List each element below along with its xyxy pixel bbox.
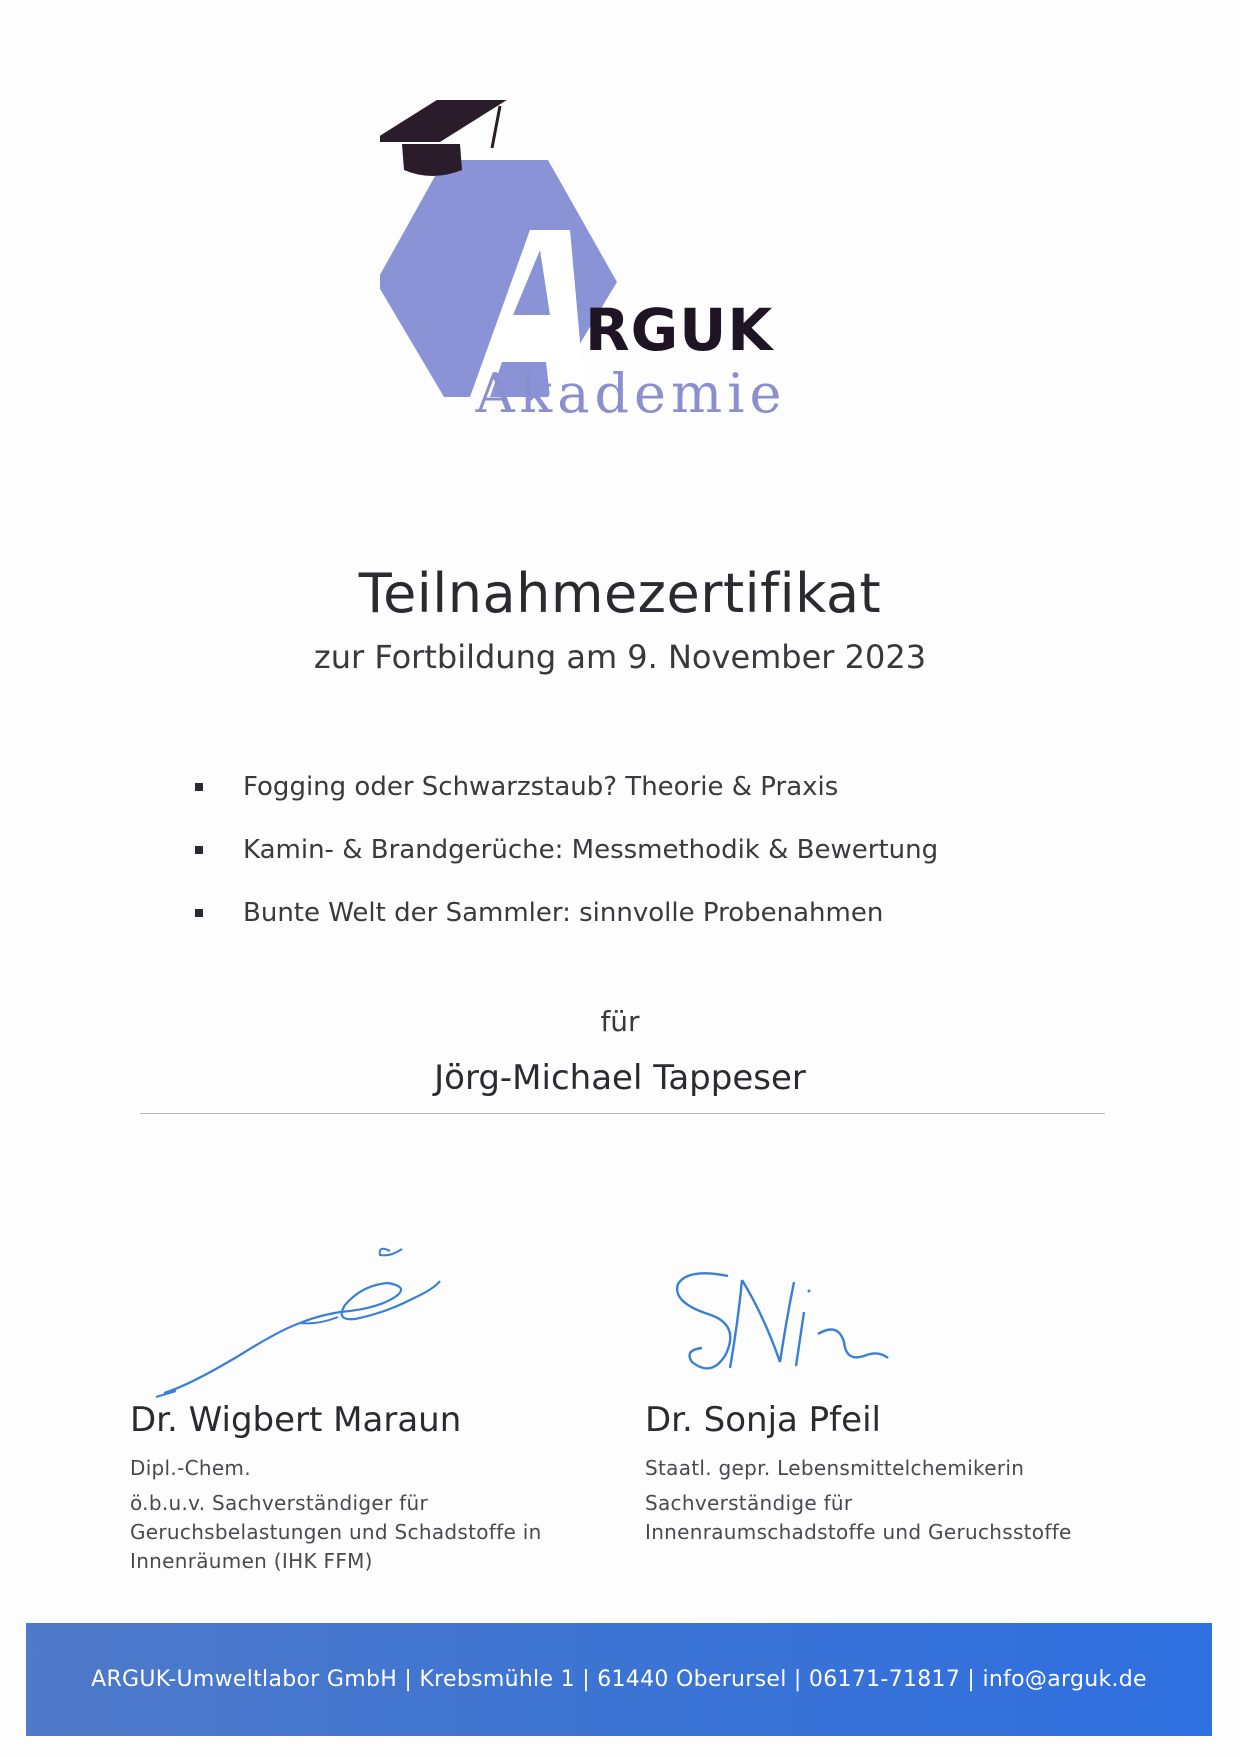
- divider: [140, 1113, 1105, 1114]
- signatory-name: Dr. Sonja Pfeil: [645, 1400, 881, 1440]
- recipient-name: Jörg-Michael Tappeser: [434, 1058, 806, 1098]
- signatory-credential: Innenräumen (IHK FFM): [130, 1549, 373, 1573]
- topic-list: [195, 755, 938, 944]
- bullet-icon: [195, 846, 203, 854]
- signatory-credential: Staatl. gepr. Lebensmittelchemikerin: [645, 1456, 1025, 1480]
- topic-text: Kamin- & Brandgerüche: Messmethodik & Bewertung: [243, 834, 939, 865]
- logo-brand-text: RGUK: [585, 296, 774, 364]
- signatory-block-pfeil: [645, 1400, 1072, 1547]
- signatory-credential: ö.b.u.v. Sachverständiger für: [130, 1491, 428, 1515]
- bullet-icon: [195, 909, 203, 917]
- signature-image-maraun: [150, 1235, 460, 1405]
- signature-image-pfeil: [668, 1262, 898, 1392]
- certificate-title: Teilnahmezertifikat: [358, 562, 882, 625]
- logo-subtitle: Akademie: [475, 362, 787, 425]
- signatory-name: Dr. Wigbert Maraun: [130, 1400, 462, 1440]
- signatory-credential: Sachverständige für: [645, 1491, 853, 1515]
- certificate-subtitle: zur Fortbildung am 9. November 2023: [313, 638, 927, 676]
- footer-contact-text: ARGUK-Umweltlabor GmbH | Krebsmühle 1 | 61440 Oberursel | 06171-71817 | info@arguk.de: [91, 1667, 1147, 1692]
- list-item: [195, 755, 938, 818]
- signatory-credential: Geruchsbelastungen und Schadstoffe in: [130, 1520, 542, 1544]
- bullet-icon: [195, 783, 203, 791]
- list-item: [195, 818, 938, 881]
- topic-text: Fogging oder Schwarzstaub? Theorie & Praxis: [243, 771, 839, 802]
- topic-text: Bunte Welt der Sammler: sinnvolle Probenahmen: [243, 897, 884, 928]
- signatory-block-maraun: [130, 1400, 542, 1576]
- list-item: [195, 881, 938, 944]
- recipient-label: für: [600, 1005, 640, 1038]
- signatory-credential: Innenraumschadstoffe und Geruchsstoffe: [645, 1520, 1072, 1544]
- signatory-credential: Dipl.-Chem.: [130, 1456, 251, 1480]
- footer-bar: [26, 1623, 1212, 1736]
